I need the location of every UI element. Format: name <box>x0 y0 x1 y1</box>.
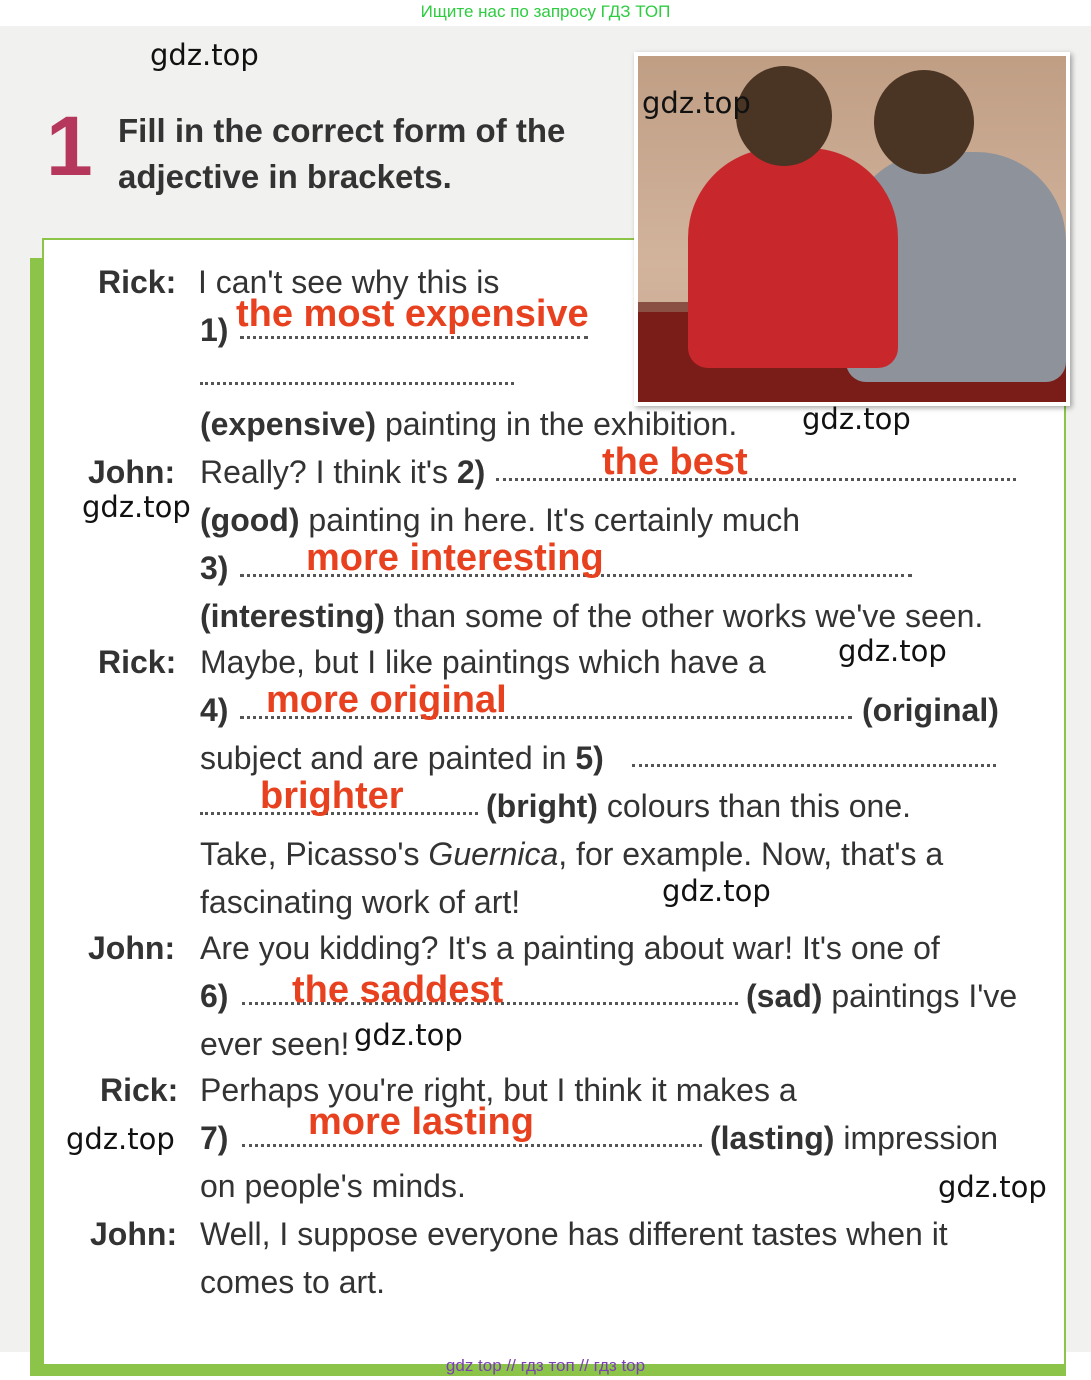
answer-2: the best <box>602 441 748 483</box>
rick-1-tail: painting in the exhibition. <box>376 406 738 442</box>
textbook-page <box>0 26 1091 1352</box>
blank-number-4: 4) <box>200 692 229 728</box>
watermark: gdz.top <box>838 634 947 668</box>
hint-6: (sad) <box>746 978 823 1014</box>
speaker-john-1: John: <box>88 454 176 490</box>
watermark: gdz.top <box>82 490 191 524</box>
blank-line-7 <box>242 1144 702 1147</box>
speaker-rick-3: Rick: <box>100 1072 179 1108</box>
answer-4: more original <box>266 679 507 721</box>
speaker-john-2: John: <box>88 930 176 966</box>
blank-number-1: 1) <box>200 312 229 348</box>
blank-line-1b <box>200 382 514 385</box>
hint-1: (expensive) <box>200 406 377 442</box>
rick-3-line-1: Perhaps you're right, but I think it makes a <box>200 1072 797 1108</box>
photo-head-2 <box>874 70 974 174</box>
answer-7: more lasting <box>308 1101 534 1143</box>
blank-number-2: 2) <box>456 454 486 490</box>
john-1-line-1 <box>200 450 485 494</box>
instruction-line-2: adjective in brackets. <box>118 158 452 195</box>
watermark: gdz.top <box>66 1122 175 1156</box>
hint-3: (interesting) <box>200 598 385 634</box>
watermark: gdz.top <box>354 1018 463 1052</box>
john-1-line-4 <box>200 594 983 638</box>
watermark: gdz.top <box>662 874 771 908</box>
rick-1-line-1: I can't see why this is <box>198 264 500 300</box>
blank-number-3: 3) <box>200 550 229 586</box>
john-1-tail: painting in here. It's certainly much <box>299 502 801 538</box>
john-3-line-1: Well, I suppose everyone has different tastes when it <box>200 1216 948 1252</box>
speaker-john-3: John: <box>90 1216 178 1252</box>
blank-number-5: 5) <box>575 740 604 776</box>
rick-2-take-tail: , for example. Now, that's a <box>558 836 944 872</box>
hint-4: (original) <box>862 692 999 728</box>
blank-number-7: 7) <box>200 1120 229 1156</box>
john-1-text: Really? I think it's <box>200 454 457 490</box>
john-2-line-3: ever seen! <box>200 1026 350 1062</box>
john-2-line-2 <box>746 974 1017 1018</box>
watermark: gdz.top <box>642 86 751 120</box>
rick-2-line-1: Maybe, but I like paintings which have a <box>200 644 766 680</box>
blank-line-2 <box>496 478 1016 481</box>
rick-2-line-4 <box>486 784 911 828</box>
exercise-number: 1 <box>46 99 93 193</box>
rick-3-line-2 <box>710 1116 998 1160</box>
hint-5: (bright) <box>486 788 598 824</box>
answer-5: brighter <box>260 775 404 817</box>
john-2-line-1: Are you kidding? It's a painting about war! It's one of <box>200 930 940 966</box>
rick-2-line-5 <box>200 832 943 876</box>
watermark: gdz.top <box>938 1170 1047 1204</box>
rick-3-line-3: on people's minds. <box>200 1168 466 1204</box>
rick-2-text-5: subject and are painted in <box>200 740 576 776</box>
answer-1: the most expensive <box>236 293 589 335</box>
hint-7: (lasting) <box>710 1120 835 1156</box>
john-3-line-2: comes to art. <box>200 1264 385 1300</box>
john-2-tail-6: paintings I've <box>822 978 1018 1014</box>
answer-6: the saddest <box>292 969 504 1011</box>
instruction-line-1: Fill in the correct form of the <box>118 112 566 149</box>
rick-2-tail-5: colours than this one. <box>597 788 912 824</box>
blank-number-6: 6) <box>200 978 229 1014</box>
watermark: gdz.top <box>150 38 259 72</box>
photo-person-red <box>688 148 898 368</box>
guernica-title: Guernica <box>428 836 559 872</box>
rick-2-take: Take, Picasso's <box>200 836 429 872</box>
watermark: gdz.top <box>802 402 911 436</box>
rick-2-line-6: fascinating work of art! <box>200 884 521 920</box>
answer-3: more interesting <box>306 537 604 579</box>
exercise-instruction <box>118 108 598 200</box>
rick-3-tail-7: impression <box>834 1120 999 1156</box>
hint-2: (good) <box>200 502 300 538</box>
top-banner: Ищите нас по запросу ГДЗ ТОП <box>420 2 671 21</box>
blank-line-1a <box>240 336 588 339</box>
speaker-rick-2: Rick: <box>98 644 177 680</box>
john-1-tail-3: than some of the other works we've seen. <box>384 598 984 634</box>
bottom-banner: gdz top // гдз топ // гдз top <box>445 1356 646 1375</box>
speaker-rick-1: Rick: <box>98 264 177 300</box>
blank-line-5a <box>632 764 996 767</box>
